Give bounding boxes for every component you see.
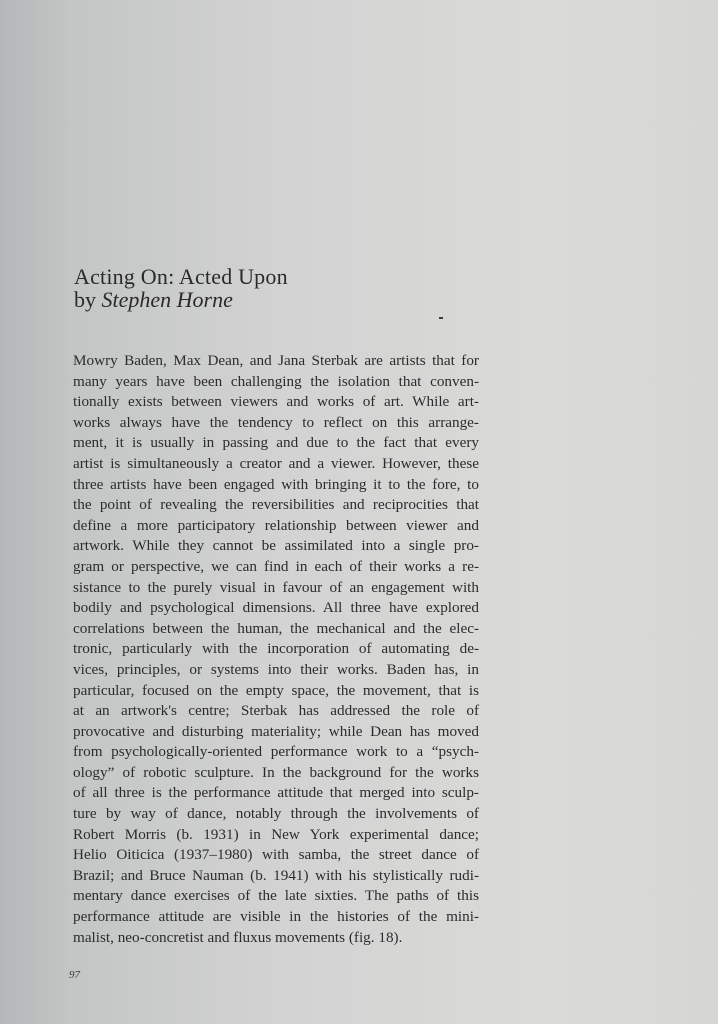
body-line: tionally exists between viewers and works of art. While art- xyxy=(73,393,479,411)
body-line: mentary dance exercises of the late sixties. The paths of this xyxy=(73,887,479,905)
body-line: bodily and psychological dimensions. All three have explored xyxy=(73,599,479,617)
body-line: performance attitude are visible in the histories of the mini- xyxy=(73,908,479,926)
body-line: provocative and disturbing materiality; while Dean has moved xyxy=(73,722,479,740)
body-line: ment, it is usually in passing and due to the fact that every xyxy=(73,434,479,452)
author-name: Stephen Horne xyxy=(101,287,233,312)
body-line: ology” of robotic sculpture. In the background for the works xyxy=(73,763,479,781)
body-line: works always have the tendency to reflect on this arrange- xyxy=(73,413,479,431)
body-line: gram or perspective, we can find in each of their works a re- xyxy=(73,557,479,575)
body-line: Brazil; and Bruce Nauman (b. 1941) with his stylistically rudi- xyxy=(73,866,479,884)
body-line: define a more participatory relationship between viewer and xyxy=(73,516,479,534)
body-line: Helio Oiticica (1937–1980) with samba, the street dance of xyxy=(73,846,479,864)
body-line: ture by way of dance, notably through the involvements of xyxy=(73,805,479,823)
body-line: malist, neo-concretist and fluxus movements (fig. 18). xyxy=(73,928,403,946)
body-line: sistance to the purely visual in favour of an engagement with xyxy=(73,578,479,596)
stray-mark xyxy=(439,317,443,319)
body-line: correlations between the human, the mechanical and the elec- xyxy=(73,619,479,637)
body-line: vices, principles, or systems into their works. Baden has, in xyxy=(73,660,479,678)
body-paragraph xyxy=(73,351,479,948)
byline xyxy=(74,289,494,311)
body-line: of all three is the performance attitude that merged into sculp- xyxy=(73,784,479,802)
body-line: many years have been challenging the isolation that conven- xyxy=(73,372,479,390)
body-line: tronic, particularly with the incorporation of automating de- xyxy=(73,640,479,658)
body-line: Mowry Baden, Max Dean, and Jana Sterbak are artists that for xyxy=(73,352,479,369)
body-line: the point of revealing the reversibilities and reciprocities that xyxy=(73,496,479,514)
byline-prefix: by xyxy=(74,287,96,312)
body-line: at an artwork's centre; Sterbak has addressed the role of xyxy=(73,702,479,720)
article-title: Acting On: Acted Upon xyxy=(74,264,288,289)
body-line: from psychologically-oriented performance work to a “psych- xyxy=(73,743,479,761)
body-line: artwork. While they cannot be assimilated into a single pro- xyxy=(73,537,479,555)
body-line: artist is simultaneously a creator and a viewer. However, these xyxy=(73,454,479,472)
page-number: 97 xyxy=(69,969,80,981)
body-line: Robert Morris (b. 1931) in New York experimental dance; xyxy=(73,825,479,843)
title-block xyxy=(74,265,494,311)
body-line: three artists have been engaged with bringing it to the fore, to xyxy=(73,475,479,493)
body-line: particular, focused on the empty space, the movement, that is xyxy=(73,681,479,699)
